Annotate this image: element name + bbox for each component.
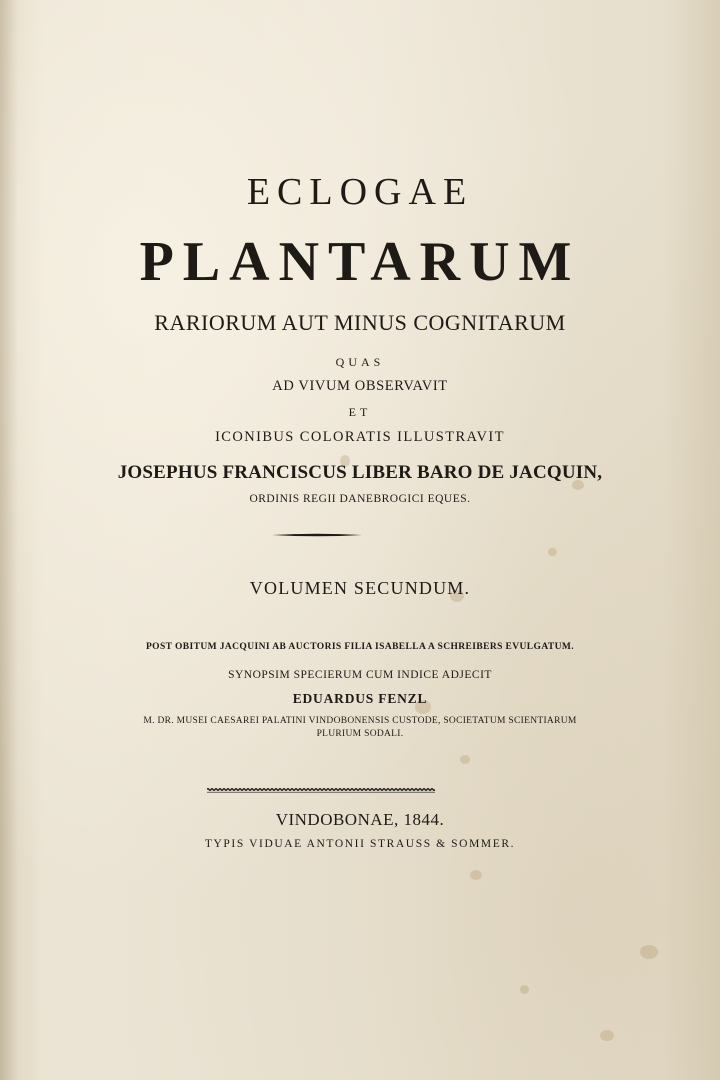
editor-title-line-1: M. DR. MUSEI CAESAREI PALATINI VINDOBONENSIS CUSTODE, SOCIETATUM SCIENTIARUM (143, 716, 577, 726)
ornamental-rule (207, 787, 435, 793)
foxing-spot (548, 548, 557, 556)
author-name: JOSEPHUS FRANCISCUS LIBER BARO DE JACQUIN, (117, 462, 603, 483)
line-illustravit: ICONIBUS COLORATIS ILLUSTRAVIT (215, 429, 505, 445)
line-quas: QUAS (335, 355, 385, 369)
editor-title-line-2: PLURIUM SODALI. (316, 729, 404, 739)
title-line-1: ECLOGAE (246, 171, 474, 213)
foxing-spot (520, 985, 529, 994)
volume-heading: VOLUMEN SECUNDUM. (249, 578, 471, 598)
editor-name: EDUARDUS FENZL (292, 691, 428, 706)
title-line-2: PLANTARUM (139, 231, 581, 293)
foxing-spot (600, 1030, 614, 1041)
swelled-rule (272, 533, 362, 537)
line-et: ET (348, 405, 372, 419)
subtitle: RARIORUM AUT MINUS COGNITARUM (154, 310, 566, 335)
spine-shadow (0, 0, 18, 1080)
foxing-spot (640, 945, 658, 959)
place-and-year: VINDOBONAE, 1844. (275, 810, 445, 829)
foxing-spot (470, 870, 482, 880)
author-title: ORDINIS REGII DANEBROGICI EQUES. (249, 493, 471, 505)
synopsim-line: SYNOPSIM SPECIERUM CUM INDICE ADJECIT (228, 669, 492, 681)
printer-line: TYPIS VIDUAE ANTONII STRAUSS & SOMMER. (204, 838, 516, 850)
post-obitum-line: POST OBITUM JACQUINI AB AUCTORIS FILIA ISABELLA A SCHREIBERS EVULGATUM. (145, 642, 575, 652)
foxing-spot (460, 755, 470, 764)
line-observavit: AD VIVUM OBSERVAVIT (272, 378, 448, 394)
